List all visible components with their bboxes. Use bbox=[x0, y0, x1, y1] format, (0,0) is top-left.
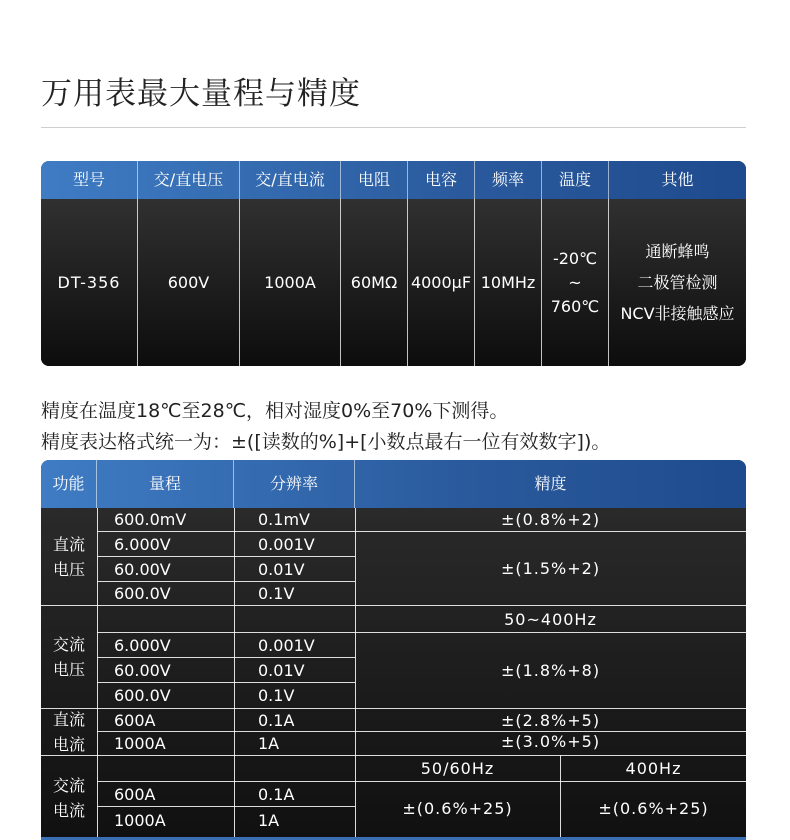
function-dcv: 直流 电压 bbox=[52, 534, 85, 579]
spec-table-row bbox=[41, 199, 746, 366]
range-cell: 1000A bbox=[114, 810, 166, 830]
function-aca: 交流 电流 bbox=[52, 776, 85, 820]
range-cell: 600.0V bbox=[114, 584, 171, 603]
accuracy-cell: ±(2.8%+5) bbox=[500, 710, 601, 730]
page-title: 万用表最大量程与精度 bbox=[41, 76, 361, 112]
accuracy-cell: ±(0.8%+2) bbox=[500, 510, 601, 529]
accuracy-table-header bbox=[41, 460, 746, 508]
frequency-band: 50/60Hz bbox=[420, 759, 495, 778]
frequency-band: 400Hz bbox=[625, 759, 682, 778]
resolution-cell: 0.001V bbox=[258, 534, 315, 554]
accuracy-cell: ±(1.8%+8) bbox=[500, 661, 601, 680]
resolution-cell: 0.1A bbox=[258, 710, 295, 730]
note-conditions: 精度在温度18℃至28℃，相对湿度0%至70%下测得。 bbox=[41, 400, 509, 422]
cell-frequency: 10MHz bbox=[475, 199, 542, 366]
spec-table bbox=[41, 161, 746, 366]
temp-min: -20℃ bbox=[552, 248, 598, 268]
accuracy-cell: ±(3.0%+5) bbox=[500, 732, 601, 751]
accuracy-cell: ±(1.5%+2) bbox=[500, 559, 601, 578]
note-format: 精度表达格式统一为：±([读数的%]+[小数点最右一位有效数字])。 bbox=[41, 431, 611, 453]
accuracy-cell: ±(0.6%+25) bbox=[402, 798, 513, 818]
other-ncv: NCV非接触感应 bbox=[620, 304, 735, 323]
cell-capacitance: 4000μF bbox=[408, 199, 475, 366]
title-divider bbox=[41, 127, 746, 128]
resolution-cell: 0.1mV bbox=[258, 510, 310, 529]
other-diode: 二极管检测 bbox=[637, 273, 718, 292]
resolution-cell: 0.01V bbox=[258, 559, 305, 579]
range-cell: 600A bbox=[114, 710, 156, 730]
range-cell: 60.00V bbox=[114, 559, 171, 579]
header-temperature: 温度 bbox=[542, 161, 609, 199]
range-cell: 600A bbox=[114, 784, 156, 804]
header-voltage: 交/直电压 bbox=[138, 161, 240, 199]
cell-other bbox=[609, 199, 746, 366]
temp-max: 760℃ bbox=[550, 296, 600, 316]
accuracy-cell: ±(0.6%+25) bbox=[598, 798, 709, 818]
range-cell: 6.000V bbox=[114, 635, 171, 655]
function-dca: 直流 电流 bbox=[52, 710, 85, 754]
range-cell: 600.0mV bbox=[114, 510, 187, 529]
header-range: 量程 bbox=[97, 460, 234, 508]
header-accuracy: 精度 bbox=[534, 474, 567, 493]
cell-voltage: 600V bbox=[138, 199, 240, 366]
other-continuity: 通断蜂鸣 bbox=[645, 242, 710, 261]
resolution-cell: 1A bbox=[258, 810, 280, 830]
header-function: 功能 bbox=[41, 460, 97, 508]
accuracy-table-body bbox=[41, 508, 746, 840]
resolution-cell: 0.001V bbox=[258, 635, 315, 655]
cell-temperature bbox=[542, 199, 609, 366]
header-other: 其他 bbox=[661, 170, 694, 189]
resolution-cell: 0.01V bbox=[258, 660, 305, 680]
cell-current: 1000A bbox=[240, 199, 341, 366]
header-frequency: 频率 bbox=[475, 161, 542, 199]
range-cell: 600.0V bbox=[114, 686, 171, 705]
accuracy-table bbox=[41, 460, 746, 840]
cell-model: DT-356 bbox=[41, 199, 138, 366]
range-cell: 1000A bbox=[114, 734, 166, 753]
header-model: 型号 bbox=[41, 161, 138, 199]
header-capacitance: 电容 bbox=[408, 161, 475, 199]
function-acv: 交流 电压 bbox=[52, 635, 85, 679]
cell-resistance: 60MΩ bbox=[341, 199, 408, 366]
spec-table-header bbox=[41, 161, 746, 199]
resolution-cell: 0.1V bbox=[258, 584, 295, 603]
header-resistance: 电阻 bbox=[341, 161, 408, 199]
header-current: 交/直电流 bbox=[240, 161, 341, 199]
header-resolution: 分辨率 bbox=[234, 460, 355, 508]
frequency-band: 50~400Hz bbox=[504, 609, 597, 629]
temp-sep: ~ bbox=[568, 272, 582, 292]
range-cell: 6.000V bbox=[114, 534, 171, 554]
resolution-cell: 0.1V bbox=[258, 686, 295, 705]
resolution-cell: 1A bbox=[258, 734, 280, 753]
range-cell: 60.00V bbox=[114, 660, 171, 680]
resolution-cell: 0.1A bbox=[258, 784, 295, 804]
